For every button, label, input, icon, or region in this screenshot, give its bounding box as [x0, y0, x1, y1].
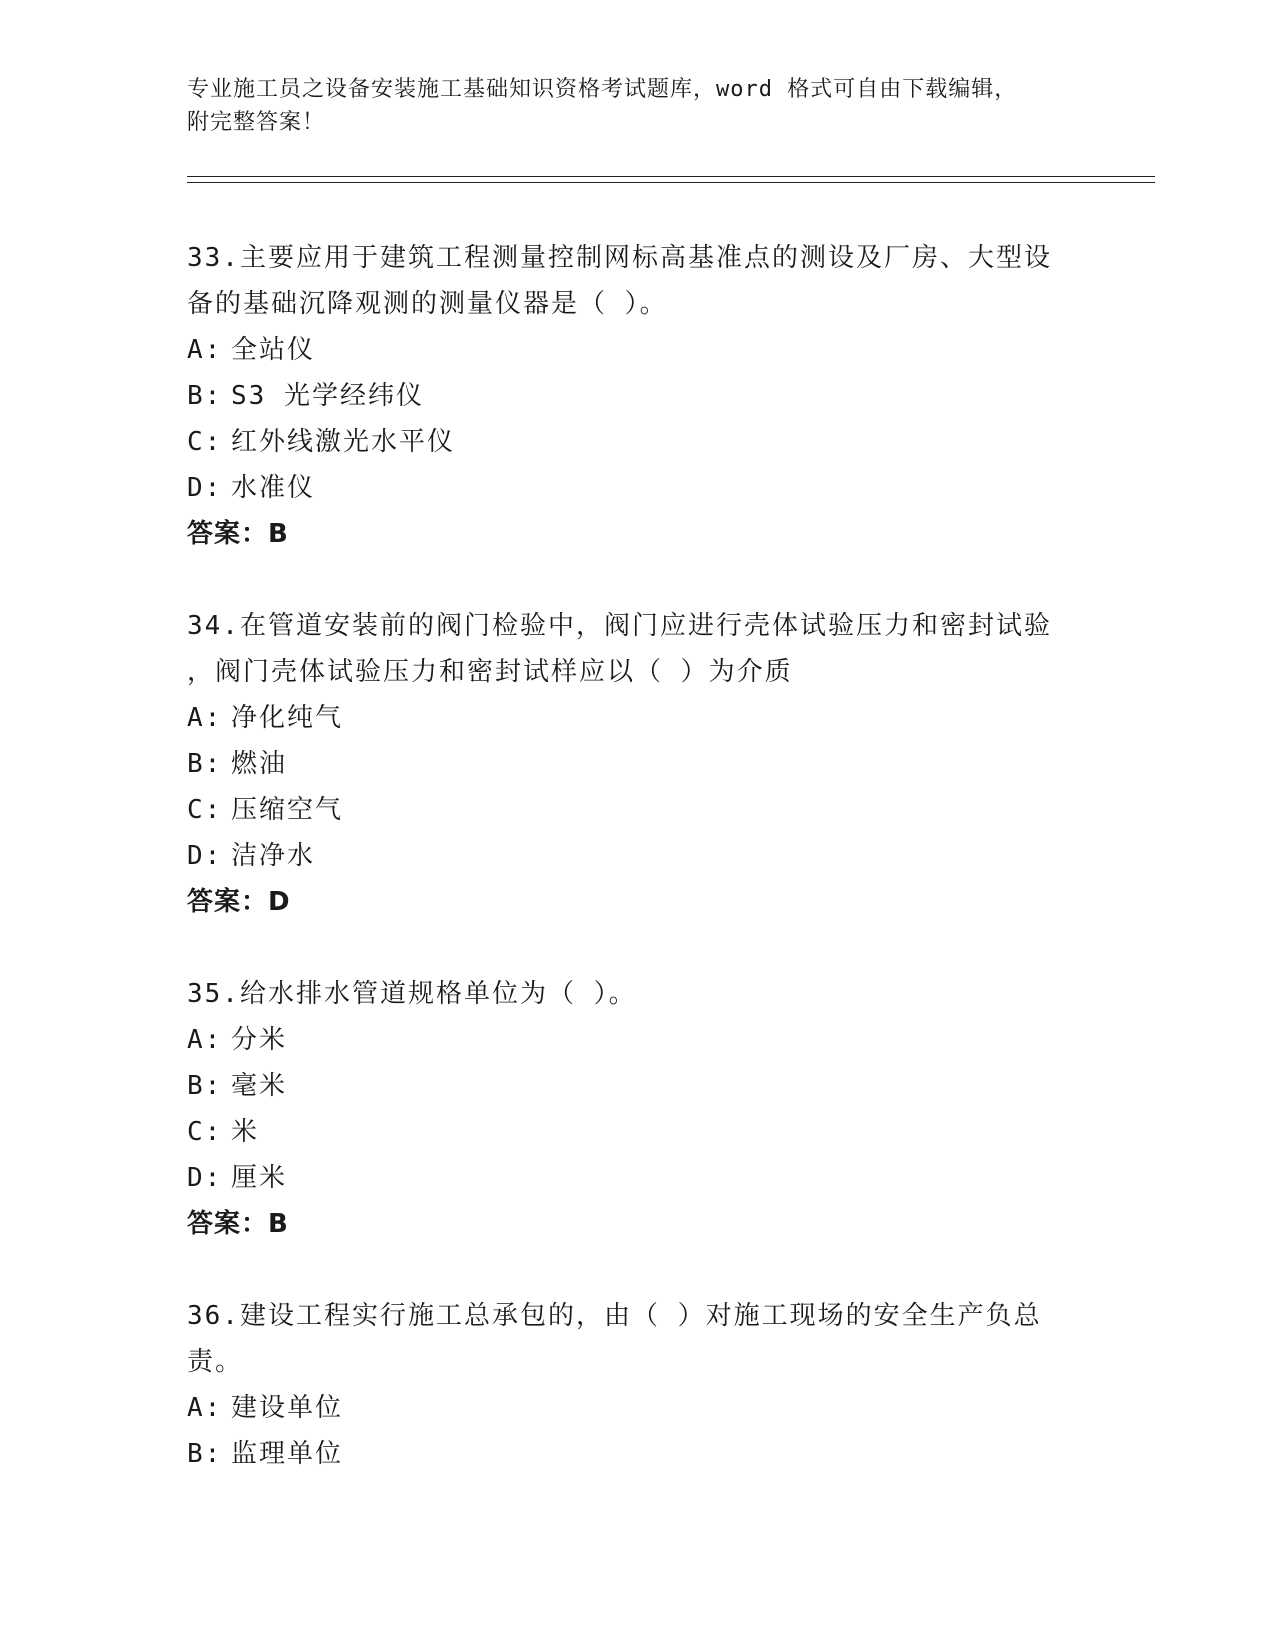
option-letter: C: — [187, 427, 223, 457]
question-text-line: 34.在管道安装前的阀门检验中，阀门应进行壳体试验压力和密封试验 — [187, 611, 1052, 641]
option-letter: D: — [187, 841, 223, 871]
option-d — [187, 833, 1087, 879]
option-text: 全站仪 — [231, 335, 316, 365]
option-text: 净化纯气 — [231, 703, 344, 733]
option-letter: D: — [187, 1163, 223, 1193]
answer-line: 答案：B — [187, 519, 289, 549]
option-letter: B: — [187, 1071, 223, 1101]
option-letter: D: — [187, 473, 223, 503]
option-a — [187, 327, 1087, 373]
option-letter: C: — [187, 1117, 223, 1147]
option-letter: B: — [187, 749, 223, 779]
option-text: 分米 — [231, 1025, 288, 1055]
option-c — [187, 1109, 1087, 1155]
option-c — [187, 787, 1087, 833]
question-text-line: 责。 — [187, 1347, 244, 1377]
option-letter: A: — [187, 1025, 223, 1055]
option-a — [187, 1385, 1087, 1431]
option-letter: A: — [187, 1393, 223, 1423]
option-a — [187, 1017, 1087, 1063]
option-text: 洁净水 — [231, 841, 316, 871]
option-text: 厘米 — [231, 1163, 288, 1193]
header-line-1: 专业施工员之设备安装施工基础知识资格考试题库，word 格式可自由下载编辑， — [187, 77, 1018, 102]
question-text-line: 33.主要应用于建筑工程测量控制网标高基准点的测设及厂房、大型设 — [187, 243, 1052, 273]
option-letter: C: — [187, 795, 223, 825]
option-text: 红外线激光水平仪 — [231, 427, 456, 457]
header-line-2: 附完整答案！ — [187, 110, 326, 135]
option-b — [187, 1431, 1087, 1477]
option-c — [187, 419, 1087, 465]
question-36 — [187, 1293, 1087, 1477]
option-d — [187, 465, 1087, 511]
option-text: 水准仪 — [231, 473, 316, 503]
option-letter: A: — [187, 335, 223, 365]
document-header — [187, 73, 1087, 139]
option-text: 毫米 — [231, 1071, 288, 1101]
option-letter: A: — [187, 703, 223, 733]
answer-line: 答案：D — [187, 887, 291, 917]
option-text: 燃油 — [231, 749, 288, 779]
question-list — [187, 235, 1087, 1523]
question-text-line: 备的基础沉降观测的测量仪器是（ ）。 — [187, 289, 668, 319]
question-35 — [187, 971, 1087, 1247]
option-text: 压缩空气 — [231, 795, 344, 825]
option-text: 建设单位 — [231, 1393, 344, 1423]
question-33 — [187, 235, 1087, 557]
question-text-line: ，阀门壳体试验压力和密封试样应以（ ）为介质 — [187, 657, 793, 687]
option-b — [187, 1063, 1087, 1109]
question-text-line: 36.建设工程实行施工总承包的，由（ ）对施工现场的安全生产负总 — [187, 1301, 1042, 1331]
question-text-line: 35.给水排水管道规格单位为（ ）。 — [187, 979, 637, 1009]
answer-line: 答案：B — [187, 1209, 289, 1239]
header-divider-bottom — [187, 182, 1155, 183]
option-letter: B: — [187, 1439, 223, 1469]
option-a — [187, 695, 1087, 741]
option-b — [187, 373, 1087, 419]
header-divider-top — [187, 176, 1155, 177]
option-letter: B: — [187, 381, 223, 411]
option-text: 监理单位 — [231, 1439, 344, 1469]
option-text: S3 光学经纬仪 — [231, 381, 424, 411]
option-b — [187, 741, 1087, 787]
option-d — [187, 1155, 1087, 1201]
question-34 — [187, 603, 1087, 925]
option-text: 米 — [231, 1117, 260, 1147]
